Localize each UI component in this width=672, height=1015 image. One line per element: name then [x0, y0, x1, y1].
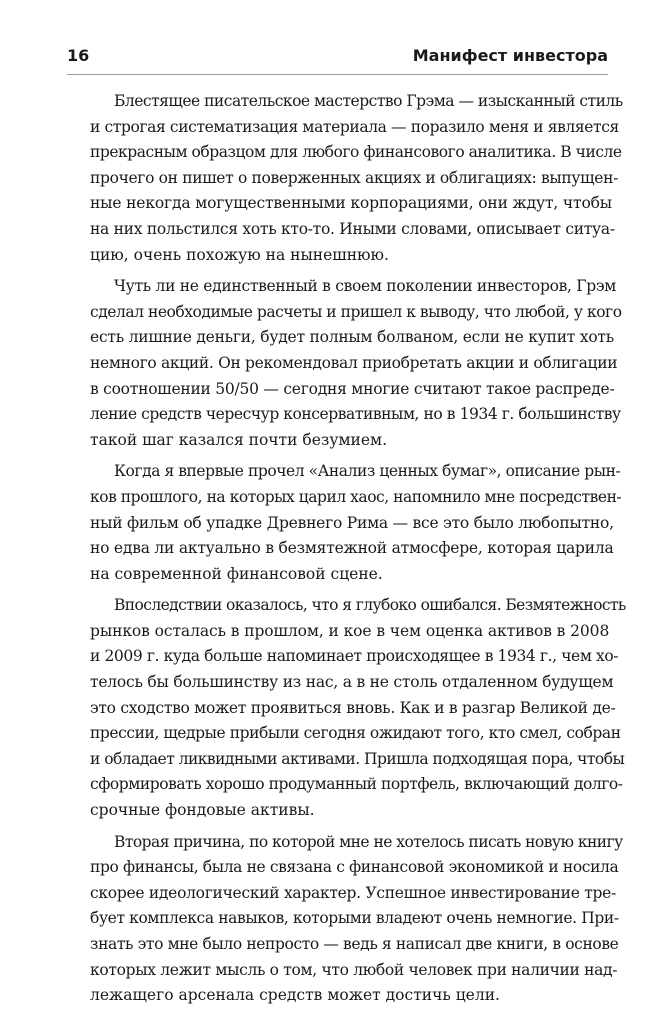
text-line: ный фильм об упадке Древнего Рима — все это было любопытно,: [90, 513, 614, 532]
text-line: рынков осталась в прошлом, и кое в чем оценка активов в 2008: [90, 621, 610, 640]
body-text: [90, 89, 626, 1015]
text-line: Впоследствии оказалось, что я глубоко ошибался. Безмятежность: [114, 596, 626, 615]
text-line: есть лишние деньги, будет полным болваном, если не купит хоть: [90, 328, 614, 347]
text-line: сделал необходимые расчеты и пришел к выводу, что любой, у кого: [90, 302, 622, 321]
paragraph: [90, 459, 622, 587]
text-line: и обладает ликвидными активами. Пришла подходящая пора, чтобы: [90, 749, 625, 768]
text-line: знать это мне было непросто — ведь я написал две книги, в основе: [90, 935, 619, 953]
text-line: телось бы большинству из нас, а в не столь отдаленном будущем: [90, 673, 614, 692]
text-line: Когда я впервые прочел «Анализ ценных бумаг», описание рын-: [114, 462, 621, 481]
text-line: и 2009 г. куда больше напоминает происходящее в 1934 г., чем хо-: [90, 647, 619, 666]
text-line: на современной финансовой сцене.: [90, 564, 383, 583]
text-line: немного акций. Он рекомендовал приобретать акции и облигации: [90, 353, 618, 372]
text-line: скорее идеологический характер. Успешное инвестирование тре-: [90, 883, 616, 902]
text-line: про финансы, была не связана с финансовой экономикой и носила: [90, 858, 619, 877]
text-line: прессии, щедрые прибыли сегодня ожидают того, кто смел, собран: [90, 724, 621, 743]
text-line: но едва ли актуально в безмятежной атмосфере, которая царила: [90, 539, 614, 558]
text-line: Блестящее писательское мастерство Грэма — изысканный стиль: [114, 92, 623, 110]
paragraph: [90, 593, 626, 823]
text-line: ление средств чересчур консервативным, но в 1934 г. большинству: [90, 405, 621, 424]
header-divider: [67, 74, 608, 75]
paragraph: [90, 89, 623, 268]
text-line: и строгая систематизация материала — поразило меня и является: [90, 117, 619, 136]
paragraph: [90, 274, 622, 453]
text-line: прекрасным образцом для любого финансового аналитика. В числе: [90, 143, 622, 162]
text-line: Вторая причина, по которой мне не хотелось писать новую книгу: [114, 832, 623, 851]
text-line: бует комплекса навыков, которыми владеют очень немногие. При-: [90, 909, 619, 928]
text-line: цию, очень похожую на нынешнюю.: [90, 245, 389, 264]
text-line: ков прошлого, на которых царил хаос, напомнило мне посредствен-: [90, 487, 622, 506]
text-line: Чуть ли не единственный в своем поколении инвесторов, Грэм: [114, 277, 617, 296]
text-line: которых лежит мысль о том, что любой человек при наличии над-: [90, 960, 618, 979]
text-line: сформировать хорошо продуманный портфель, включающий долго-: [90, 775, 623, 794]
running-title: Манифест инвестора: [412, 46, 608, 65]
page-number: 16: [67, 46, 90, 65]
text-line: лежащего арсенала средств может достичь цели.: [90, 986, 500, 1005]
text-line: такой шаг казался почти безумием.: [90, 430, 388, 449]
text-line: в соотношении 50/50 — сегодня многие считают такое распреде-: [90, 379, 615, 398]
text-line: прочего он пишет о поверженных акциях и облигациях: выпущен-: [90, 168, 618, 187]
text-line: на них польстился хоть кто-то. Иными словами, описывает ситуа-: [90, 219, 615, 238]
text-line: срочные фондовые активы.: [90, 801, 315, 820]
paragraph: [90, 830, 623, 1009]
text-line: ные некогда могущественными корпорациями, они ждут, чтобы: [90, 194, 612, 213]
text-line: это сходство может проявиться вновь. Как и в разгар Великой де-: [90, 698, 616, 717]
